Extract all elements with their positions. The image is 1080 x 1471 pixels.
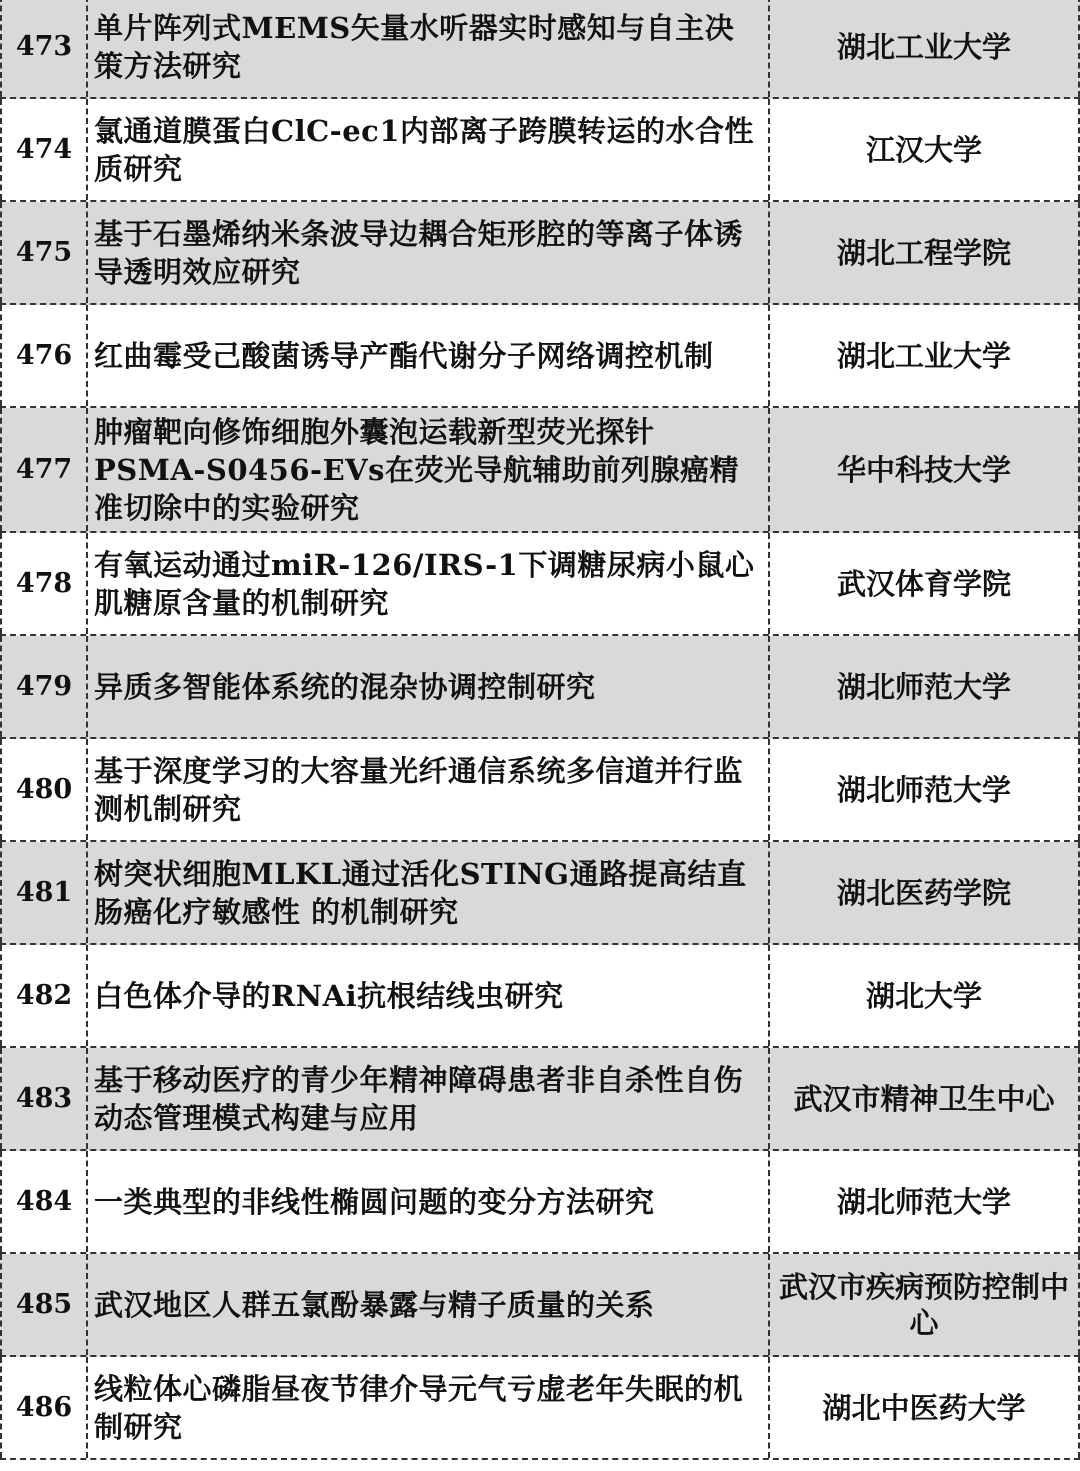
institution-name: 武汉体育学院 [770,533,1080,634]
row-number: 485 [0,1254,88,1355]
institution-name: 湖北医药学院 [770,842,1080,943]
project-title: 武汉地区人群五氯酚暴露与精子质量的关系 [88,1254,770,1355]
row-number: 475 [0,202,88,303]
project-title: 线粒体心磷脂昼夜节律介导元气亏虚老年失眠的机制研究 [88,1357,770,1458]
institution-name: 江汉大学 [770,99,1080,200]
project-title: 单片阵列式MEMS矢量水听器实时感知与自主决策方法研究 [88,0,770,97]
project-title: 肿瘤靶向修饰细胞外囊泡运载新型荧光探针PSMA-S0456-EVs在荧光导航辅助前列腺癌精准切除中的实验研究 [88,408,770,531]
table-row [0,1151,1080,1254]
table-row [0,739,1080,842]
row-number: 474 [0,99,88,200]
institution-name: 华中科技大学 [770,408,1080,531]
project-title: 红曲霉受己酸菌诱导产酯代谢分子网络调控机制 [88,305,770,406]
institution-name: 湖北师范大学 [770,739,1080,840]
row-number: 477 [0,408,88,531]
institution-name: 武汉市精神卫生中心 [770,1048,1080,1149]
project-title: 基于移动医疗的青少年精神障碍患者非自杀性自伤动态管理模式构建与应用 [88,1048,770,1149]
table-row [0,842,1080,945]
institution-name: 武汉市疾病预防控制中心 [770,1254,1080,1355]
row-number: 473 [0,0,88,97]
table-row [0,945,1080,1048]
table-row [0,1048,1080,1151]
row-number: 482 [0,945,88,1046]
table-row [0,533,1080,636]
project-title: 氯通道膜蛋白ClC-ec1内部离子跨膜转运的水合性质研究 [88,99,770,200]
row-number: 486 [0,1357,88,1458]
row-number: 481 [0,842,88,943]
row-number: 480 [0,739,88,840]
table-row [0,1254,1080,1357]
project-title: 异质多智能体系统的混杂协调控制研究 [88,636,770,737]
row-number: 479 [0,636,88,737]
institution-name: 湖北大学 [770,945,1080,1046]
institution-name: 湖北工业大学 [770,0,1080,97]
row-number: 476 [0,305,88,406]
institution-name: 湖北工业大学 [770,305,1080,406]
project-title: 基于深度学习的大容量光纤通信系统多信道并行监测机制研究 [88,739,770,840]
project-title: 一类典型的非线性椭圆问题的变分方法研究 [88,1151,770,1252]
institution-name: 湖北工程学院 [770,202,1080,303]
table-row [0,202,1080,305]
table-row [0,99,1080,202]
table-row [0,305,1080,408]
project-title: 基于石墨烯纳米条波导边耦合矩形腔的等离子体诱导透明效应研究 [88,202,770,303]
row-number: 483 [0,1048,88,1149]
project-title: 白色体介导的RNAi抗根结线虫研究 [88,945,770,1046]
project-title: 有氧运动通过miR-126/IRS-1下调糖尿病小鼠心肌糖原含量的机制研究 [88,533,770,634]
table-row [0,1357,1080,1460]
table-row [0,408,1080,533]
row-number: 484 [0,1151,88,1252]
project-title: 树突状细胞MLKL通过活化STING通路提高结直肠癌化疗敏感性 的机制研究 [88,842,770,943]
table-row [0,636,1080,739]
institution-name: 湖北师范大学 [770,1151,1080,1252]
institution-name: 湖北师范大学 [770,636,1080,737]
institution-name: 湖北中医药大学 [770,1357,1080,1458]
row-number: 478 [0,533,88,634]
table-row [0,0,1080,99]
